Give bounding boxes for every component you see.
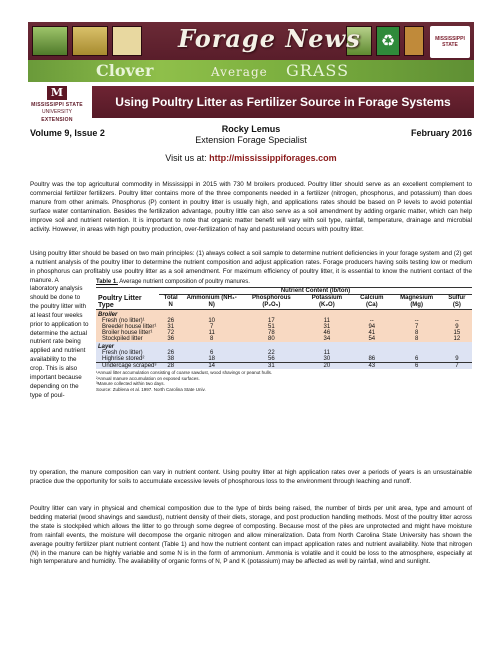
website-line [0,153,502,163]
msu-name: MISSISSIPPI STATE [31,102,83,108]
table-cell: 7 [442,363,472,370]
table-cell: Fresh (no litter)¹ [96,318,159,324]
paragraph-intro: Poultry was the top agricultural commodity in Mississippi in 2015 with 730 M broilers produced. Poultry litter should serve as an excellent complement to commercial fertilizer fertilizers. Poultry litter contains more of the three components needed in a fertilizer (nitrogen, phosphorus, and potassium) than does manure from other animals. Phosphorus (P) content in poultry litter is usually high, and applications rates should be based on P levels to avoid potential surface water contamination. Besides the fertilization advantage, poultry little can also serve as a soil amendment by adding organic matter, which can help improve soil and nutrient retention. It is important to note that organic matter benefit will vary with soil type, rainfall, temperature, drainage and microbial activity. However, in areas with high poultry production, over-fertilization of hay and pastureland occurs with poultry litter. [30,181,472,233]
table-footnote: ¹Annual litter accumulation consisting of coarse sawdust, wood shavings or peanut hulls. [96,370,273,375]
paragraph-composition: try operation, the manure composition can vary in nutrient content. Using poultry litter at high application rates over a periods of years is an unsustainable practice due the opportunity for soils to accumulate excessive levels of phosphorous loss to the environment through leaching and runoff. [30,469,472,485]
banner-clover-word: Clover [96,61,154,80]
website-link[interactable]: http://mississippiforages.com [209,153,337,163]
table-cell: 11 [302,318,352,324]
table-cell: 26 [159,318,182,324]
table-header-cell: Total N [159,295,182,310]
paragraph-principles: Using poultry litter should be based on two main principles: (1) always collect a soil sample to determine nutrient deficiencies in your forage system and (2) get a nutrient analysis of the poultry litter to determine the nutrient composition and adjust application rates. Forage producers having soils testing low or medium in phosphorus can profitably use poultry litter as a soil amendment. For maximum efficiency of poultry litter, it is essential to know the nutrient contact of the manure. A [30,250,472,284]
table-cell: 17 [241,318,302,324]
table-cell: 31 [159,324,182,330]
issue-number: Volume 9, Issue 2 [30,128,105,138]
msu-mark-icon: M [47,86,67,100]
hay-photo [72,26,108,56]
table-cell: 15 [442,330,472,336]
table-header-cell: Potassium (K₂O) [302,295,352,310]
table-cell: 7 [392,324,442,330]
banner-grass-word: GRASS [286,61,350,80]
table-cell: 22 [241,350,302,356]
msu-extension: EXTENSION [41,117,73,123]
table-group-row [96,310,472,319]
table-cell: 6 [392,356,442,363]
table-cell: 26 [159,350,182,356]
paragraph-variation: Poultry litter can vary in physical and chemical composition due to the type of birds being raised, the number of birds per unit area, type and amount of bedding material (wood shavings and sawdust), nutrient density of their diets, storage, and post production handling methods. Most of the poultry litter across the state is stockpiled which allows the litter to go through some degree of composting. Because most of the piles are unprotected and might have moisture from rainfall events, the moisture will decompose the organic nitrogen and allow mineralization. Data from North Carolina State University has shown the average poultry fertilizer plant nutrient content (Table 1) and how the nutrient content can impact application rates and nutrient availability. Note that nitrogen (N) in the manure can be highly variable and some N is in the form of ammonium. Ammonia is volatile and it could be loss to the atmosphere, especially at high temperature and humidity. The availability of organic forms of N, P and K (potassium) may be affected as well by rainfall, wind and sunlight. [30,505,472,566]
table-header-cell: Calcium (Ca) [352,295,392,310]
table-cell: 8 [182,336,241,342]
table-cell: 28 [159,363,182,370]
author-role: Extension Forage Specialist [195,135,307,145]
table-cell: 54 [352,336,392,342]
table-cell: 46 [302,330,352,336]
recycle-icon: ♻ [376,26,400,56]
table-cell: Highrise stored² [96,356,159,363]
table-caption [96,279,472,285]
table-cell: 41 [352,330,392,336]
table-cell: 8 [392,336,442,342]
table-cell: 78 [241,330,302,336]
table-cell: -- [392,318,442,324]
table-header-cell: Magnesium (Mg) [392,295,442,310]
forage-news-banner [28,22,474,82]
banner-title: Forage News [178,24,361,53]
table-row [96,363,472,370]
table-cell: 11 [302,350,352,356]
table-footnotes [96,370,472,392]
table-cell: 6 [182,350,241,356]
table-cell: 20 [302,363,352,370]
article-title: Using Poultry Litter as Fertilizer Source in Forage Systems [115,95,451,109]
table-footnote: ³Manure collected within two days. [96,381,165,386]
table-cell: 31 [241,363,302,370]
visit-prefix: Visit us at: [165,153,210,163]
paragraph-lab-analysis: laboratory analysis should be done to the poultry litter with at least four weeks prior to application to determine the actual nutrient rate being applied and nutrient availability to the crop. This is also important because depending on the type of poul- [30,285,89,399]
table-footnote: Source: Zublena et al. 1997. North Carolina State Univ. [96,386,206,392]
table-cell: 72 [159,330,182,336]
table-caption-text: Average nutrient composition of poultry manures. [117,279,250,285]
table-cell: Breeder house litter¹ [96,324,159,330]
tractor-photo [32,26,68,56]
table-cell: 10 [182,318,241,324]
table-cell: 56 [241,356,302,363]
table-cell: 11 [182,330,241,336]
table-cell: Stockpiled litter [96,336,159,342]
table-group-label: Broiler [96,310,472,319]
table-cell: Broiler house litter¹ [96,330,159,336]
table-group-row [96,342,472,350]
table-footnote: ²Annual manure accumulation on exposed surfaces. [96,375,200,381]
table-cell: 86 [352,356,392,363]
table-header-row [96,295,472,310]
author-name: Rocky Lemus [221,124,281,134]
table-header-cell: Ammonium (NH₄-N) [182,295,241,310]
nutrient-group-header: Nutrient Content (lb/ton) [159,288,472,295]
msu-seal-logo: MISSISSIPPI STATE [430,26,470,58]
table-cell: Fresh (no litter) [96,350,159,356]
table-group-label: Layer [96,342,472,350]
table-caption-label: Table 1. [96,279,118,285]
table-cell: 94 [352,324,392,330]
table-cell: 7 [182,324,241,330]
table-cell: 12 [442,336,472,342]
hay-bale-photo [404,26,424,56]
nutrient-table [96,287,472,369]
article-title-bar [92,86,474,118]
nutrient-table-block [96,279,472,392]
table-cell: 34 [302,336,352,342]
table-cell: 8 [392,330,442,336]
mississippi-map-photo [112,26,142,56]
table-cell: 9 [442,356,472,363]
table-cell: -- [442,318,472,324]
table-cell: 36 [159,336,182,342]
issue-date: February 2016 [410,128,472,138]
table-cell: 14 [182,363,241,370]
table-header-cell: Sulfur (S) [442,295,472,310]
table-cell: 51 [241,324,302,330]
table-cell: -- [352,318,392,324]
table-cell: 18 [182,356,241,363]
table-cell: Undercage scraped³ [96,363,159,370]
msu-sub: UNIVERSITY [41,109,72,115]
table-cell: 6 [392,363,442,370]
table-cell: 80 [241,336,302,342]
table-cell: 38 [159,356,182,363]
table-cell: 30 [302,356,352,363]
table-cell: 31 [302,324,352,330]
banner-average-word: Average [211,65,268,79]
table-cell: 9 [442,324,472,330]
table-header-cell: Poultry Litter Type [96,295,159,310]
table-cell: 43 [352,363,392,370]
table-header-cell: Phosphorous (P₂O₅) [241,295,302,310]
